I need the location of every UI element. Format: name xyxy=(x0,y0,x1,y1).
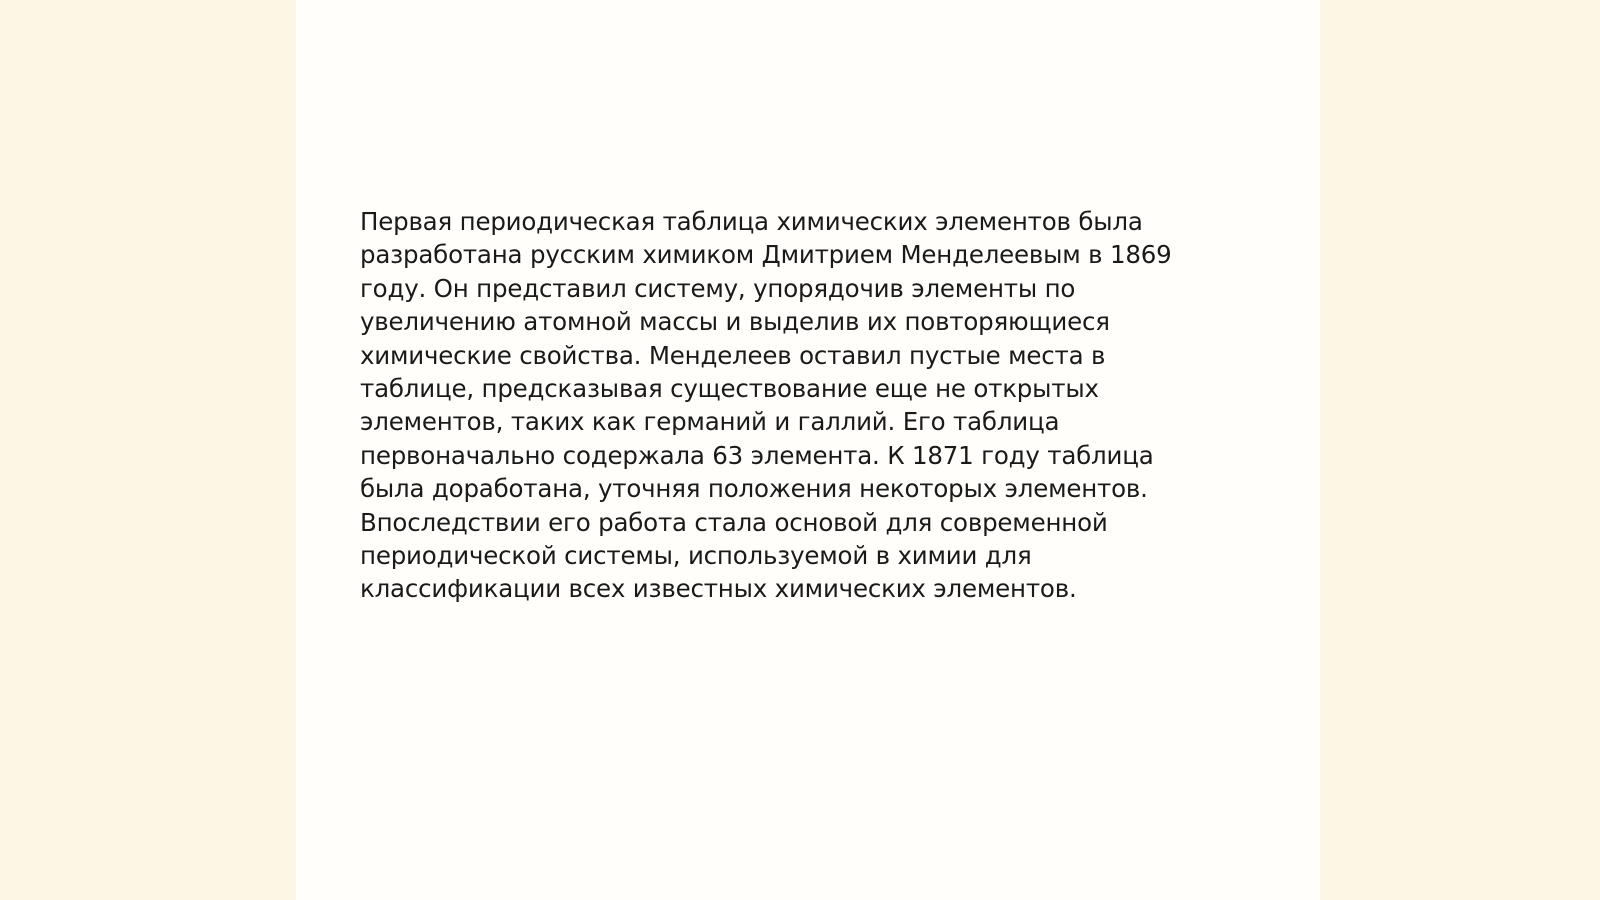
text-line: классификации всех известных химических элементов. xyxy=(360,574,1077,604)
text-line: Первая периодическая таблица химических элементов была xyxy=(360,207,1143,236)
body-paragraph xyxy=(360,205,1260,606)
text-line: первоначально содержала 63 элемента. К 1871 году таблица xyxy=(360,440,1154,470)
document-page xyxy=(296,0,1320,900)
text-line: году. Он представил систему, упорядочив элементы по xyxy=(360,273,1076,303)
text-line: периодической системы, используемой в химии для xyxy=(360,541,1032,571)
text-line: разработана русским химиком Дмитрием Менделеевым в 1869 xyxy=(360,240,1172,270)
text-line: была доработана, уточняя положения некоторых элементов. xyxy=(360,474,1148,504)
text-line: Впоследствии его работа стала основой для современной xyxy=(360,507,1108,537)
text-line: химические свойства. Менделеев оставил пустые места в xyxy=(360,340,1106,370)
text-line: увеличению атомной массы и выделив их повторяющиеся xyxy=(360,307,1110,337)
text-line: элементов, таких как германий и галлий. Его таблица xyxy=(360,407,1060,437)
text-line: таблице, предсказывая существование еще не открытых xyxy=(360,374,1099,404)
